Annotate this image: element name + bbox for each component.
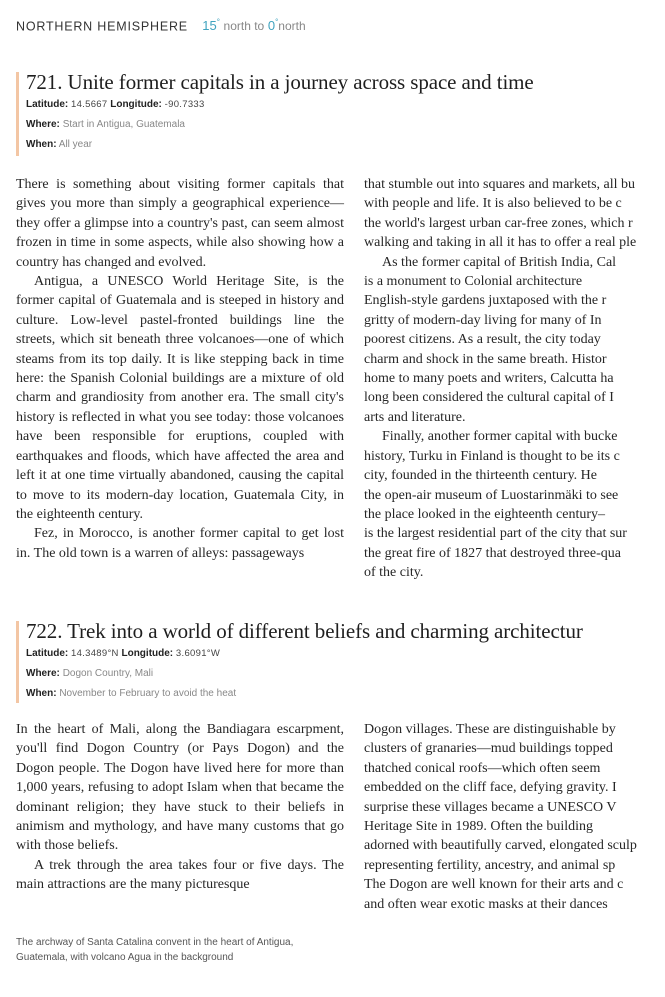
paragraph: There is something about visiting former capitals that gives you more than simply a geographical experience—they offer a glimpse into a country's past, can seem almost frozen in time in some aspects, while also showing how a country has changed and evolved. bbox=[16, 177, 344, 270]
body-column-left bbox=[16, 720, 344, 895]
when-label: When: bbox=[26, 139, 57, 150]
latitude-value: 14.5667 bbox=[71, 99, 108, 110]
column-line: arts and literature. bbox=[364, 409, 466, 425]
column-line: surprise these villages became a UNESCO V bbox=[364, 799, 617, 815]
longitude-value: -90.7333 bbox=[164, 99, 205, 110]
coordinates bbox=[26, 95, 665, 115]
column-line: clusters of granaries—mud buildings topped bbox=[364, 741, 613, 757]
range-from-degree: ° bbox=[216, 18, 220, 27]
column-line: adorned with beautifully carved, elongated sculp bbox=[364, 838, 637, 854]
column-line: home to many poets and writers, Calcutta ha bbox=[364, 371, 614, 387]
column-line: the world's largest urban car-free zones, which r bbox=[364, 215, 633, 231]
paragraph: Antigua, a UNESCO World Heritage Site, is the former capital of Guatemala and is steeped in history and culture. Low-level pastel-fronted buildings line the streets, which sit beneath three volcanoes—one of which steams from its top daily. It is like stepping back in time here: the Spanish Colonial buildings are a mixture of old charm and grandiosity from another era. The small city's history is reflected in what you see today: those volcanoes have been responsible for eruptions, coupled with earthquakes and floods, which have affected the area and left it at one time virtually abandoned, causing the capital to move to its modern-day location, Guatemala City, in the eighteenth century. bbox=[16, 274, 344, 522]
column-line: walking and taking in all it has to offer a real ple bbox=[364, 235, 637, 251]
longitude-value: 3.6091°W bbox=[175, 648, 221, 659]
where-line bbox=[26, 664, 665, 684]
when-label: When: bbox=[26, 688, 57, 699]
entry-header bbox=[16, 619, 665, 704]
range-from-value: 15 bbox=[202, 18, 217, 34]
accent-bar bbox=[16, 621, 19, 703]
column-line: charm and shock in the same breath. Histor bbox=[364, 351, 607, 367]
section-name: NORTHERN HEMISPHERE bbox=[16, 19, 188, 34]
column-line: the place looked in the eighteenth century– bbox=[364, 506, 606, 522]
running-head bbox=[16, 18, 306, 33]
range-to-degree: ° bbox=[275, 18, 279, 27]
entry-722 bbox=[16, 619, 665, 704]
column-line: history, Turku in Finland is thought to be its c bbox=[364, 448, 620, 464]
latitude-range bbox=[202, 18, 305, 33]
entry-721 bbox=[16, 70, 665, 155]
paragraph: A trek through the area takes four or five days. The main attractions are the many picturesque bbox=[16, 857, 344, 893]
column-line: of the city. bbox=[364, 565, 424, 581]
body-column-right bbox=[364, 175, 665, 583]
coordinates bbox=[26, 644, 665, 664]
column-line: is the largest residential part of the city that sur bbox=[364, 526, 627, 542]
body-column-right bbox=[364, 720, 665, 914]
latitude-value: 14.3489°N bbox=[71, 648, 119, 659]
range-to-label: north bbox=[278, 19, 306, 34]
when-value: November to February to avoid the heat bbox=[59, 688, 237, 699]
column-line: long been considered the cultural capital of I bbox=[364, 390, 614, 406]
column-line: Finally, another former capital with bucke bbox=[382, 429, 618, 445]
column-line: representing fertility, ancestry, and animal sp bbox=[364, 857, 616, 873]
where-label: Where: bbox=[26, 668, 60, 679]
latitude-label: Latitude: bbox=[26, 648, 69, 659]
column-line: Heritage Site in 1989. Often the building bbox=[364, 819, 594, 835]
column-line: that stumble out into squares and markets, all bu bbox=[364, 177, 636, 192]
longitude-label: Longitude: bbox=[110, 99, 162, 110]
column-line: city, founded in the thirteenth century. He bbox=[364, 468, 597, 484]
entry-title: 722. Trek into a world of different beliefs and charming architectur bbox=[26, 619, 583, 643]
accent-bar bbox=[16, 72, 19, 156]
column-line: As the former capital of British India, Cal bbox=[382, 254, 617, 270]
entry-header bbox=[16, 70, 665, 155]
column-line: is a monument to Colonial architecture bbox=[364, 274, 583, 290]
paragraph: In the heart of Mali, along the Bandiagara escarpment, you'll find Dogon Country (or Pays Dogon) and the Dogon people. The Dogon have lived here for more than 1,000 years, refusing to adopt Islam when that became the dominant religion; they have stuck to their beliefs in animism and mythology, and have many customs that go with those beliefs. bbox=[16, 722, 344, 854]
where-value: Start in Antigua, Guatemala bbox=[62, 119, 185, 130]
column-line: embedded on the cliff face, defying gravity. I bbox=[364, 780, 617, 796]
entry-title: 721. Unite former capitals in a journey across space and time bbox=[26, 70, 534, 94]
column-line: The Dogon are well known for their arts and c bbox=[364, 877, 624, 893]
photo-caption: The archway of Santa Catalina convent in the heart of Antigua, Guatemala, with volcano Agua in the background bbox=[16, 937, 294, 963]
range-from-label: north to bbox=[223, 19, 265, 34]
when-value: All year bbox=[58, 139, 93, 150]
range-to-value: 0 bbox=[267, 18, 276, 34]
where-line bbox=[26, 115, 665, 135]
column-line: poorest citizens. As a result, the city today bbox=[364, 332, 601, 348]
column-line: English-style gardens juxtaposed with the r bbox=[364, 293, 607, 309]
where-label: Where: bbox=[26, 119, 60, 130]
latitude-label: Latitude: bbox=[26, 99, 69, 110]
column-line: and often wear exotic masks at their dances bbox=[364, 896, 608, 912]
column-line: gritty of modern-day living for many of In bbox=[364, 312, 602, 328]
column-line: the great fire of 1827 that destroyed three-qua bbox=[364, 545, 621, 561]
column-line: Dogon villages. These are distinguishable by bbox=[364, 722, 616, 737]
column-line: with people and life. It is also believed to be c bbox=[364, 196, 622, 212]
column-line: the open-air museum of Luostarinmäki to see bbox=[364, 487, 619, 503]
column-line: thatched conical roofs—which often seem bbox=[364, 760, 601, 776]
body-column-left bbox=[16, 175, 344, 563]
when-line bbox=[26, 135, 665, 155]
paragraph: Fez, in Morocco, is another former capital to get lost in. The old town is a warren of alleys: passageways bbox=[16, 526, 344, 561]
longitude-label: Longitude: bbox=[121, 648, 174, 659]
when-line bbox=[26, 684, 665, 704]
where-value: Dogon Country, Mali bbox=[62, 668, 154, 679]
